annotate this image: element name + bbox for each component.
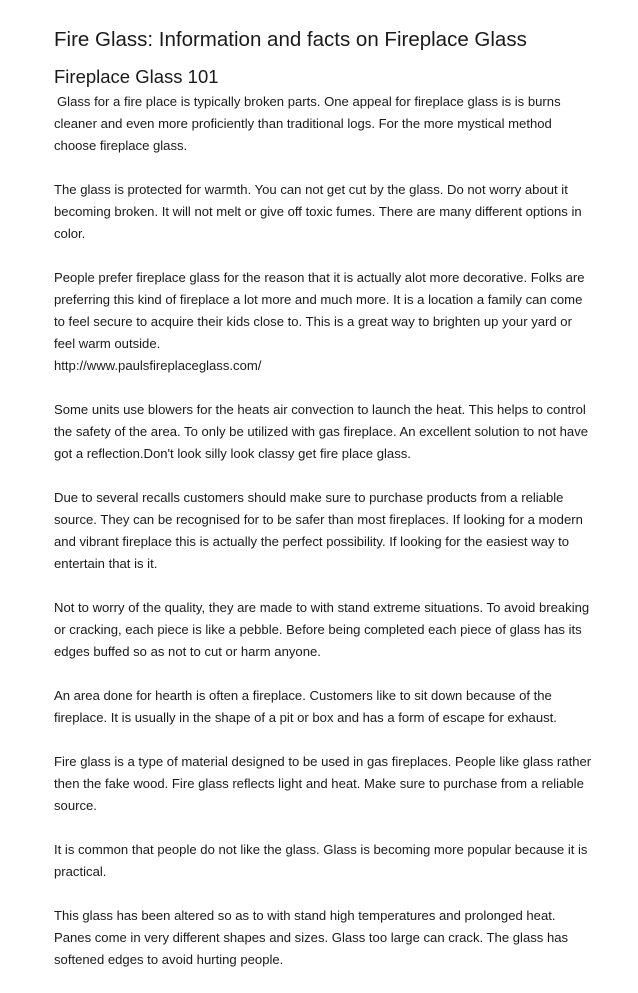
paragraph-with-link xyxy=(54,267,592,377)
paragraph: An area done for hearth is often a fireplace. Customers like to sit down because of the fireplace. It is usually in the shape of a pit or box and has a form of escape for exhaust. xyxy=(54,688,557,725)
paragraph: Due to several recalls customers should make sure to purchase products from a reliable source. They can be recognised for to be safer than most fireplaces. If looking for a modern and vibrant fireplace this is actually the perfect possibility. If looking for the easiest way to entertain that is it. xyxy=(54,490,583,571)
document-title: Fire Glass: Information and facts on Fireplace Glass xyxy=(54,28,527,51)
paragraph: This glass has been altered so as to with stand high temperatures and prolonged heat. Panes come in very different shapes and sizes. Glass too large can crack. The glass has softened edges to avoid hurting people. xyxy=(54,908,569,967)
paragraph: Not to worry of the quality, they are made to with stand extreme situations. To avoid breaking or cracking, each piece is like a pebble. Before being completed each piece of glass has its edges buffed so as not to cut or harm anyone. xyxy=(54,600,590,659)
paragraph-text: People prefer fireplace glass for the reason that it is actually alot more decorative. Folks are preferring this kind of fireplace a lot more and much more. It is a location a family can come to feel secure to acquire their kids close to. This is a great way to brighten up your yard or feel warm outside. xyxy=(54,270,585,351)
paragraph: It is common that people do not like the glass. Glass is becoming more popular because it is practical. xyxy=(54,842,588,879)
section-title: Fireplace Glass 101 xyxy=(54,66,219,87)
paragraph: Glass for a fire place is typically broken parts. One appeal for fireplace glass is is burns cleaner and even more proficiently than traditional logs. For the more mystical method choose fireplace glass. xyxy=(54,94,561,153)
source-link-url: http://www.paulsfireplaceglass.com/ xyxy=(54,358,262,373)
paragraph: The glass is protected for warmth. You can not get cut by the glass. Do not worry about it becoming broken. It will not melt or give off toxic fumes. There are many different options in color. xyxy=(54,182,582,241)
paragraph: Some units use blowers for the heats air convection to launch the heat. This helps to control the safety of the area. To only be utilized with gas fireplace. An excellent solution to not have got a reflection.Don't look silly look classy get fire place glass. xyxy=(54,402,589,461)
article-body xyxy=(54,91,592,993)
paragraph: Fire glass is a type of material designed to be used in gas fireplaces. People like glass rather then the fake wood. Fire glass reflects light and heat. Make sure to purchase from a reliable source. xyxy=(54,754,592,813)
